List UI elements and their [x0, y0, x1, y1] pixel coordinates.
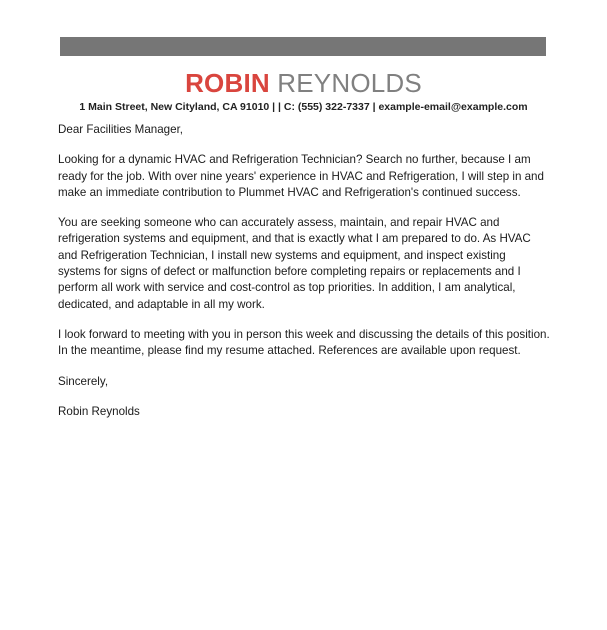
body-paragraph-2: You are seeking someone who can accurately assess, maintain, and repair HVAC and refrigeration systems and equipment, and that is exactly what I am prepared to do. As HVAC and Refrigeration Technician, I install new systems and equipment, and inspect existing systems for signs of defect or malfunction before completing repairs or replacements and I perform all work with service and cost-control as top priorities. In addition, I am analytical, dedicated, and adaptable in all my work. [58, 216, 531, 311]
applicant-first-name: ROBIN [185, 68, 270, 98]
applicant-name [0, 68, 607, 98]
applicant-last-name: REYNOLDS [269, 68, 422, 98]
header-accent-bar [60, 37, 546, 56]
letter-body [58, 122, 550, 434]
body-paragraph-1: Looking for a dynamic HVAC and Refrigeration Technician? Search no further, because I am ready for the job. With over nine years' experience in HVAC and Refrigeration, I will step in and make an immediate contribution to Plummet HVAC and Refrigeration's continued success. [58, 153, 544, 199]
signature-name: Robin Reynolds [58, 404, 140, 418]
salutation: Dear Facilities Manager, [58, 123, 184, 136]
closing-salutation: Sincerely, [58, 374, 109, 388]
contact-info-line: 1 Main Street, New Cityland, CA 91010 | | C: (555) 322-7337 | example-email@example.com [79, 101, 528, 113]
body-paragraph-3: I look forward to meeting with you in person this week and discussing the details of this position. In the meantime, please find my resume attached. References are available upon request. [58, 327, 550, 358]
